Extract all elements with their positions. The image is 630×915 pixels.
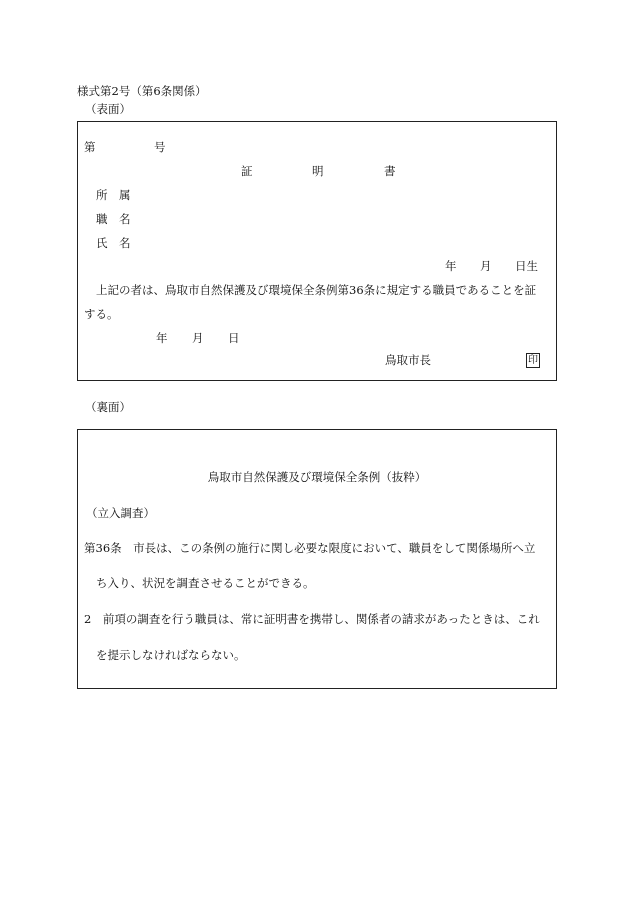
birth-year: 年 (445, 259, 457, 273)
issue-month: 月 (192, 331, 204, 345)
article-36-line-1: 第36条 市長は、この条例の施行に関し必要な限度において、職員をして関係場所へ立 (84, 541, 536, 555)
certificate-back-box (77, 429, 557, 689)
form-number: 様式第2号（第6条関係） (77, 84, 207, 98)
front-side-label: （表面） (85, 102, 131, 116)
title-char-2: 明 (312, 164, 324, 178)
issuer-title: 鳥取市長 (385, 353, 431, 367)
statement-line-2: する。 (84, 307, 119, 321)
certificate-front-box (77, 121, 557, 381)
field-name: 氏 名 (96, 236, 131, 250)
number-prefix: 第 (84, 140, 96, 154)
back-side-label: （裏面） (85, 400, 131, 414)
paragraph-2-line-2: を提示しなければならない。 (96, 648, 246, 662)
field-position: 職 名 (96, 212, 131, 226)
section-heading: （立入調査） (86, 506, 155, 520)
title-char-3: 書 (384, 164, 396, 178)
ordinance-title: 鳥取市自然保護及び環境保全条例（抜粋） (207, 470, 427, 484)
birth-day: 日生 (515, 259, 538, 273)
statement-line-1: 上記の者は、鳥取市自然保護及び環境保全条例第36条に規定する職員であることを証 (96, 283, 537, 297)
birth-month: 月 (480, 259, 492, 273)
paragraph-2-line-1: 2 前項の調査を行う職員は、常に証明書を携帯し、関係者の請求があったときは、これ (84, 612, 540, 626)
issue-day: 日 (228, 331, 240, 345)
field-affiliation: 所 属 (96, 188, 131, 202)
number-suffix: 号 (154, 140, 166, 154)
issue-year: 年 (156, 331, 168, 345)
title-char-1: 証 (241, 164, 253, 178)
seal-mark: 印 (528, 355, 538, 366)
article-36-line-2: ち入り、状況を調査させることができる。 (96, 576, 315, 590)
